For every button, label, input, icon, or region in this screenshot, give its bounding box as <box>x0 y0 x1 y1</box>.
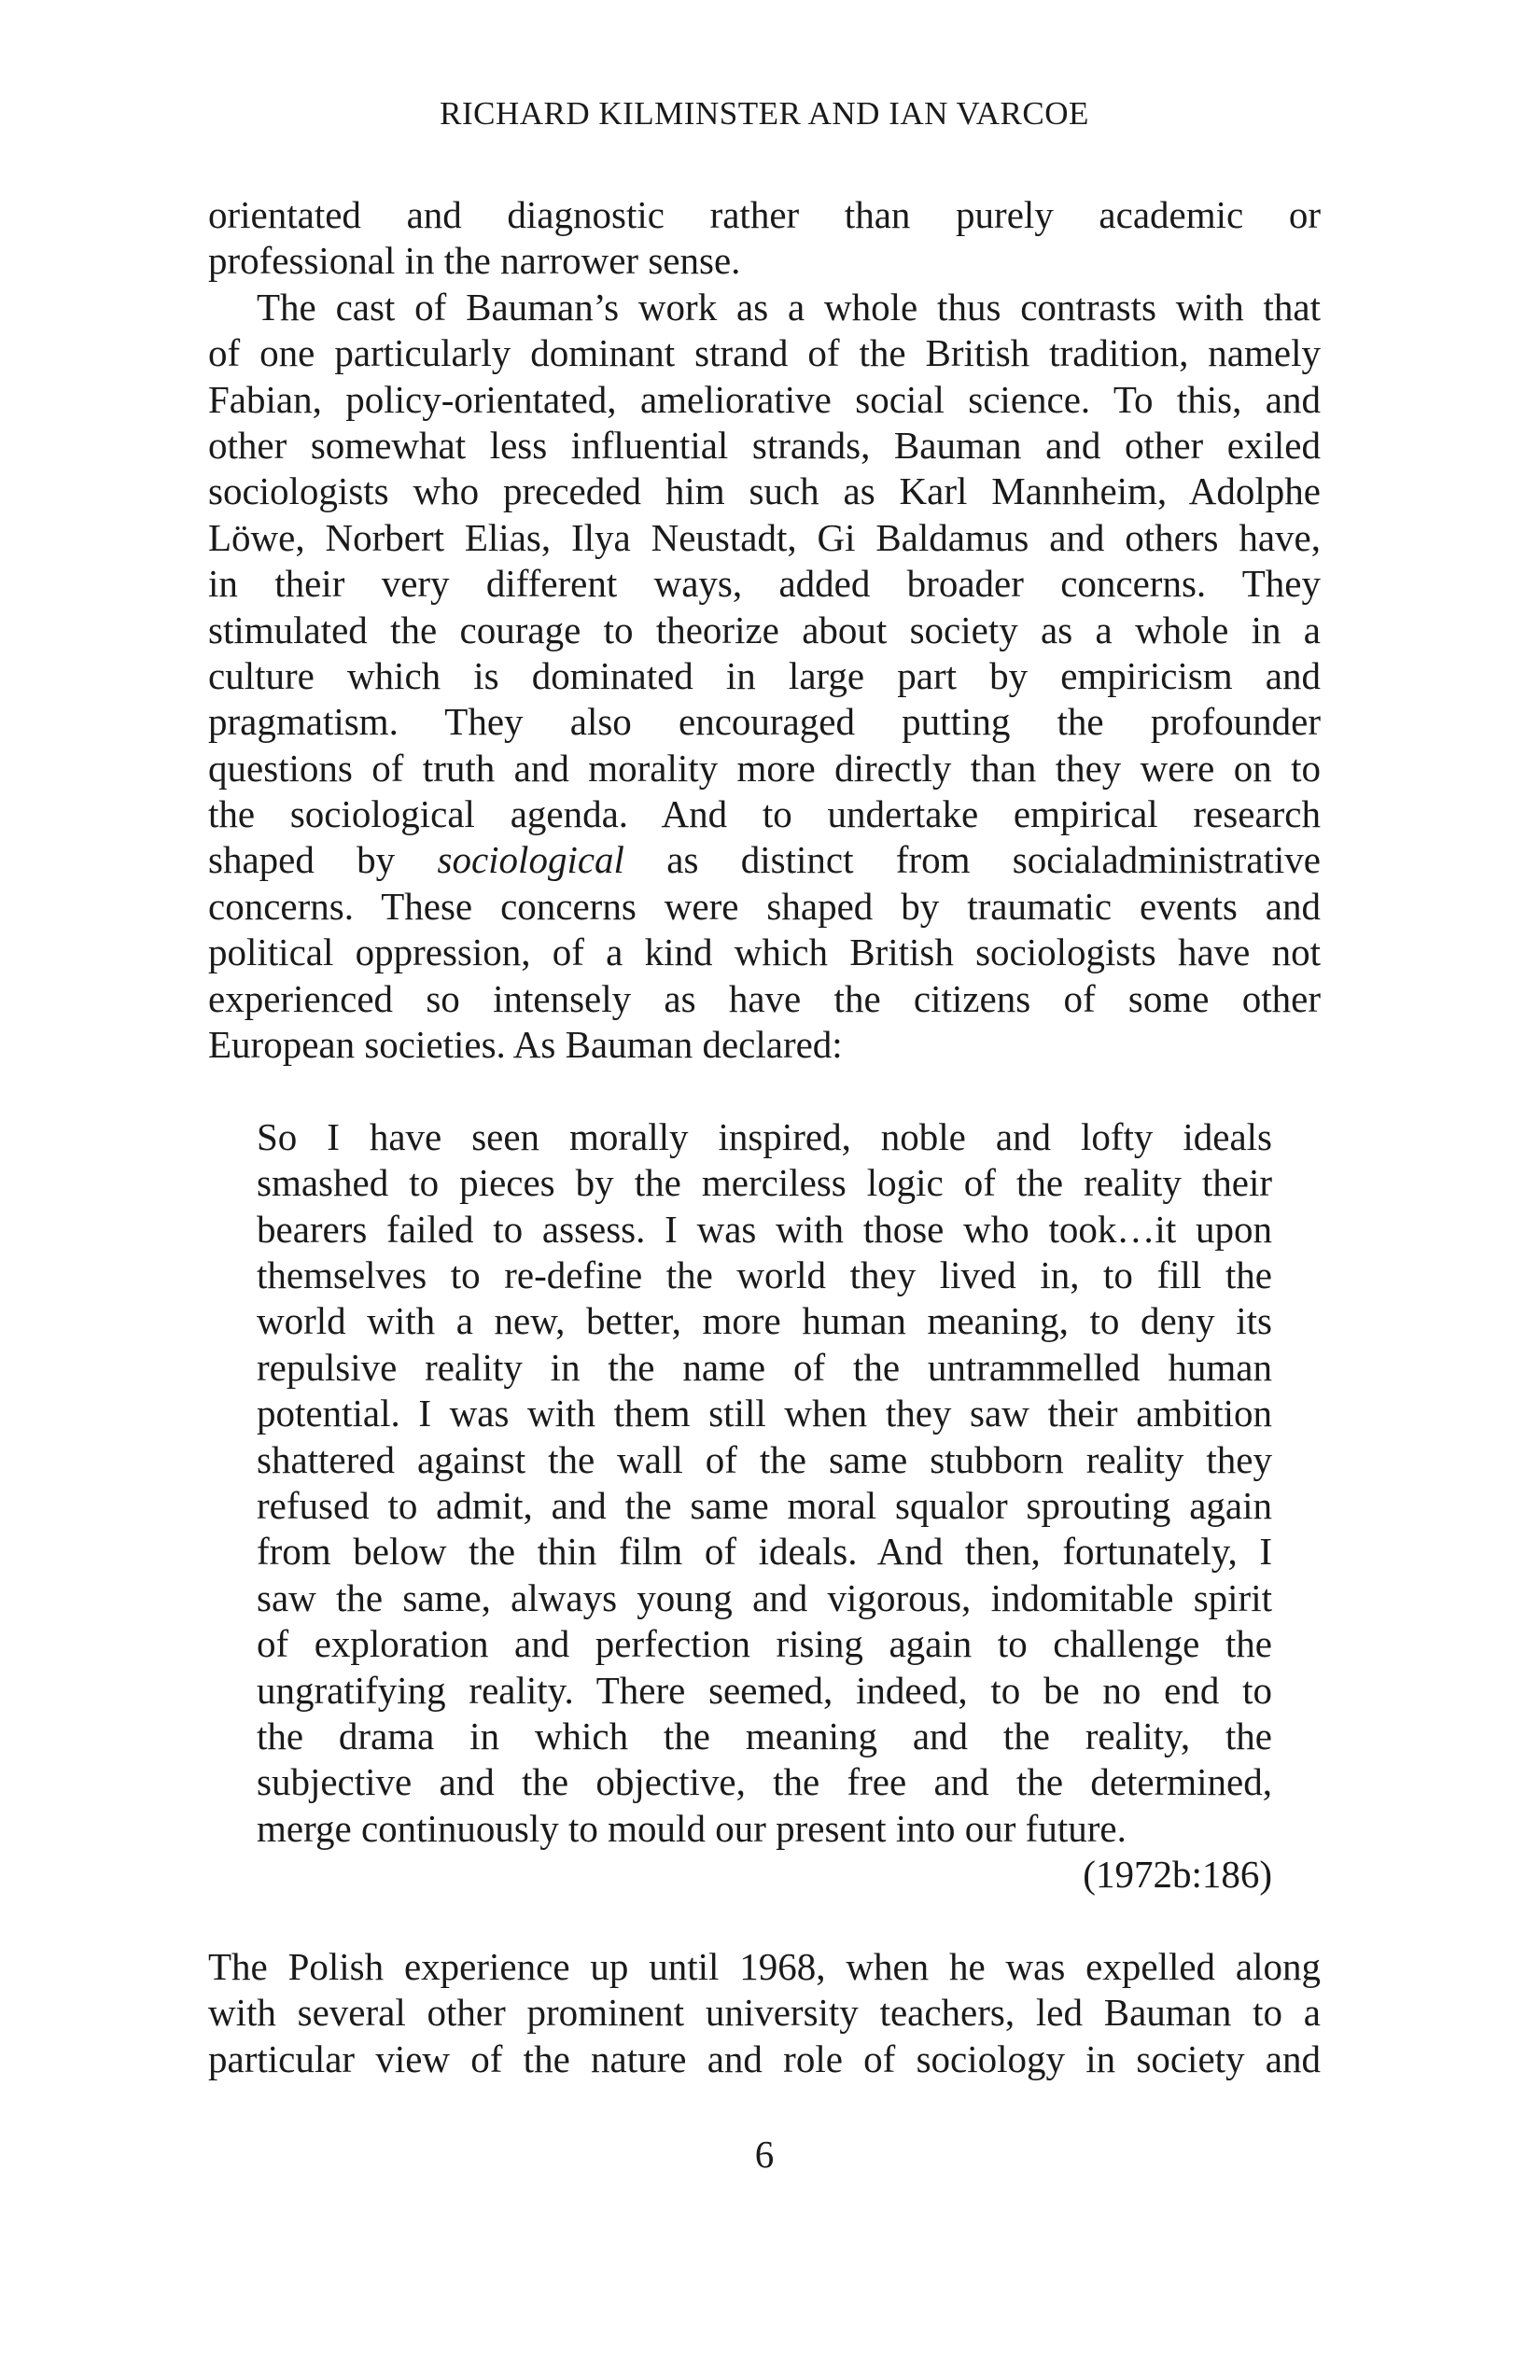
text-line: pragmatism. They also encouraged putting the profounder <box>208 700 1321 744</box>
quote-line: merge continuously to mould our present into our future. <box>257 1806 1127 1850</box>
quote-line: So I have seen morally inspired, noble and lofty ideals <box>257 1114 1272 1158</box>
quote-line: the drama in which the meaning and the reality, the <box>257 1714 1272 1757</box>
quote-line: saw the same, always young and vigorous, indomitable spirit <box>257 1575 1272 1619</box>
quote-line: smashed to pieces by the merciless logic of the reality their <box>257 1161 1272 1205</box>
text-line: Löwe, Norbert Elias, Ilya Neustadt, Gi Baldamus and others have, <box>208 515 1321 559</box>
quote-line: themselves to re-define the world they lived in, to fill the <box>257 1253 1272 1296</box>
quote-line: from below the thin film of ideals. And then, fortunately, I <box>257 1530 1272 1574</box>
text-line: particular view of the nature and role of sociology in society and <box>208 2037 1321 2080</box>
quote-citation: (1972b:186) <box>1083 1853 1272 1897</box>
text-line: with several other prominent university teachers, led Bauman to a <box>208 1991 1321 2035</box>
text-line: professional in the narrower sense. <box>208 239 741 283</box>
quote-line: potential. I was with them still when they saw their ambition <box>257 1392 1272 1435</box>
text-line: The cast of Bauman’s work as a whole thus contrasts with that <box>257 285 1321 329</box>
text-line: political oppression, of a kind which British sociologists have not <box>208 931 1321 974</box>
text-line: of one particularly dominant strand of the British tradition, namely <box>208 331 1321 375</box>
text-run: shaped by <box>208 838 438 882</box>
text-line: other somewhat less influential strands, Bauman and other exiled <box>208 423 1321 467</box>
text-line: Fabian, policy-orientated, ameliorative social science. To this, and <box>208 377 1321 421</box>
quote-line: world with a new, better, more human meaning, to deny its <box>257 1299 1272 1343</box>
body-text <box>208 192 1321 2082</box>
text-line: questions of truth and morality more directly than they were on to <box>208 746 1321 790</box>
text-line: the sociological agenda. And to undertake empirical research <box>208 792 1321 836</box>
spacer <box>208 1897 1321 1943</box>
text-line-italic <box>208 837 1321 883</box>
text-line: The Polish experience up until 1968, when he was expelled along <box>208 1944 1321 1988</box>
quote-line: refused to admit, and the same moral squalor sprouting again <box>257 1483 1272 1527</box>
block-quote <box>257 1114 1272 1898</box>
quote-line: repulsive reality in the name of the untrammelled human <box>257 1345 1272 1389</box>
italic-term: sociological <box>437 838 624 882</box>
spacer <box>208 1068 1321 1113</box>
text-line: orientated and diagnostic rather than purely academic or <box>208 193 1321 236</box>
text-run: as distinct from socialadministrative <box>623 838 1321 882</box>
text-line: stimulated the courage to theorize about society as a whole in a <box>208 608 1321 651</box>
book-page <box>208 0 1321 2380</box>
quote-line: subjective and the objective, the free and the determined, <box>257 1760 1272 1804</box>
text-line: sociologists who preceded him such as Karl Mannheim, Adolphe <box>208 469 1321 513</box>
quote-line: shattered against the wall of the same stubborn reality they <box>257 1437 1272 1481</box>
quote-line: of exploration and perfection rising again to challenge the <box>257 1622 1272 1666</box>
text-line: in their very different ways, added broader concerns. They <box>208 562 1321 606</box>
quote-line: bearers failed to assess. I was with those who took…it upon <box>257 1207 1272 1251</box>
text-line: concerns. These concerns were shaped by traumatic events and <box>208 884 1321 928</box>
quote-line: ungratifying reality. There seemed, indeed, to be no end to <box>257 1668 1272 1712</box>
text-line: culture which is dominated in large part by empiricism and <box>208 653 1321 697</box>
page-number: 6 <box>754 2133 775 2176</box>
text-line: European societies. As Bauman declared: <box>208 1023 843 1067</box>
text-line: experienced so intensely as have the citizens of some other <box>208 976 1321 1020</box>
running-head: RICHARD KILMINSTER AND IAN VARCOE <box>440 95 1089 132</box>
